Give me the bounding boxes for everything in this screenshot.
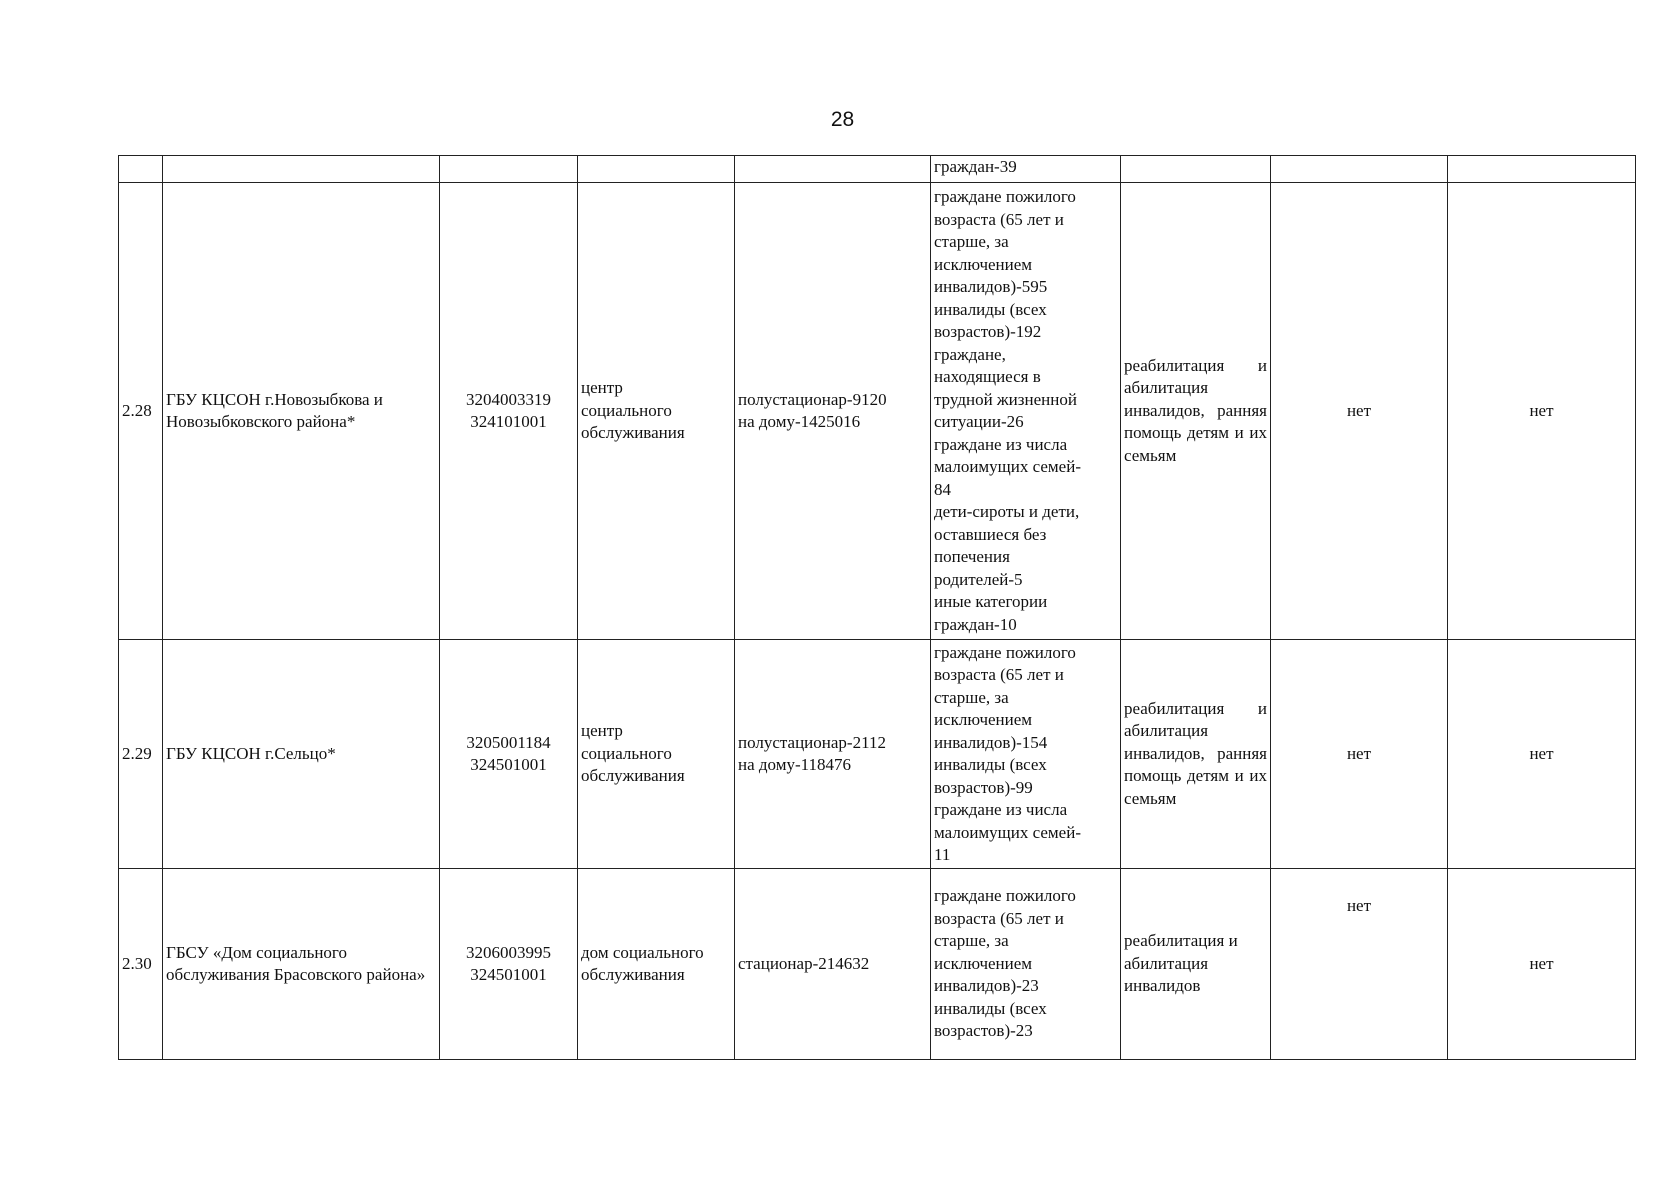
- table-row-continuation: [119, 156, 1636, 183]
- cell-col9: нет: [1448, 183, 1636, 640]
- cell-num: [119, 156, 163, 183]
- cell-name: ГБУ КЦСОН г.Сельцо*: [163, 640, 440, 869]
- cell-forms: полустационар-2112 на дому-118476: [735, 640, 931, 869]
- cell-rehab: реабилитация и абилитация инвалидов, ранняя помощь детям и их семьям: [1121, 183, 1271, 640]
- cell-codes: [440, 156, 578, 183]
- cell-col8: нет: [1271, 640, 1448, 869]
- cell-codes: 3204003319 324101001: [440, 183, 578, 640]
- cell-categories: граждане пожилого возраста (65 лет и старше, за исключением инвалидов)-595 инвалиды (всех возрастов)-192 граждане, находящиеся в трудной жизненной ситуации-26 граждане из числа малоимущих семей- 84 дети-сироты и дети, оставшиеся без попечения родителей-5 иные категории граждан-10: [931, 183, 1121, 640]
- cell-col9: [1448, 156, 1636, 183]
- cell-col8: нет: [1271, 183, 1448, 640]
- cell-col8: нет: [1271, 869, 1448, 1060]
- cell-num: 2.30: [119, 869, 163, 1060]
- cell-rehab: реабилитация и абилитация инвалидов: [1121, 869, 1271, 1060]
- cell-forms: [735, 156, 931, 183]
- registry-table: [118, 155, 1636, 1060]
- cell-rehab: [1121, 156, 1271, 183]
- cell-codes: 3206003995 324501001: [440, 869, 578, 1060]
- cell-col8: [1271, 156, 1448, 183]
- cell-name: [163, 156, 440, 183]
- cell-type: дом социального обслуживания: [578, 869, 735, 1060]
- cell-categories: граждане пожилого возраста (65 лет и старше, за исключением инвалидов)-154 инвалиды (всех возрастов)-99 граждане из числа малоимущих семей- 11: [931, 640, 1121, 869]
- table-row: [119, 640, 1636, 869]
- cell-forms: стационар-214632: [735, 869, 931, 1060]
- cell-col9: нет: [1448, 869, 1636, 1060]
- cell-type: центр социального обслуживания: [578, 183, 735, 640]
- cell-forms: полустационар-9120 на дому-1425016: [735, 183, 931, 640]
- cell-num: 2.28: [119, 183, 163, 640]
- page-number: 28: [830, 108, 855, 131]
- cell-categories: граждане пожилого возраста (65 лет и старше, за исключением инвалидов)-23 инвалиды (всех возрастов)-23: [931, 869, 1121, 1060]
- table-row: [119, 183, 1636, 640]
- cell-col9: нет: [1448, 640, 1636, 869]
- cell-codes: 3205001184 324501001: [440, 640, 578, 869]
- cell-categories: граждан-39: [931, 156, 1121, 183]
- cell-name: ГБУ КЦСОН г.Новозыбкова и Новозыбковского района*: [163, 183, 440, 640]
- cell-num: 2.29: [119, 640, 163, 869]
- table-row: [119, 869, 1636, 1060]
- cell-rehab: реабилитация и абилитация инвалидов, ранняя помощь детям и их семьям: [1121, 640, 1271, 869]
- cell-type: [578, 156, 735, 183]
- cell-type: центр социального обслуживания: [578, 640, 735, 869]
- cell-name: ГБСУ «Дом социального обслуживания Брасовского района»: [163, 869, 440, 1060]
